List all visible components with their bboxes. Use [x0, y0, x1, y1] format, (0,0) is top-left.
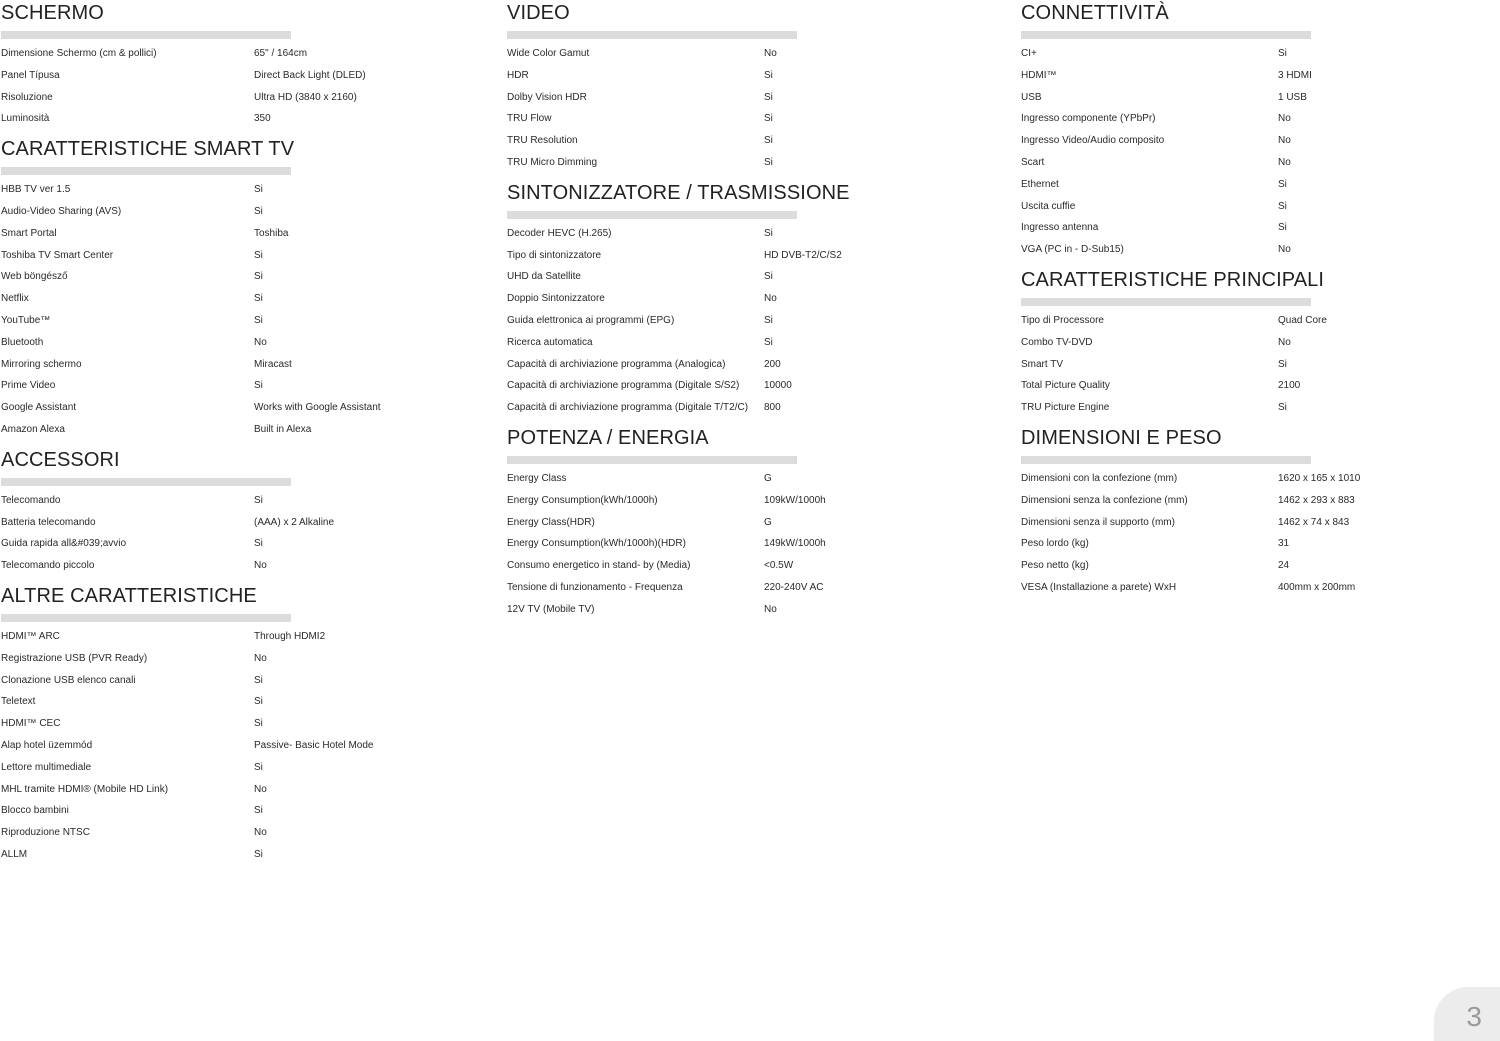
spec-label: Amazon Alexa	[1, 423, 65, 435]
section-title: VIDEO	[507, 2, 570, 24]
spec-label: HDMI™	[1021, 69, 1057, 81]
spec-label: Energy Class	[507, 472, 567, 484]
spec-value: Ultra HD (3840 x 2160)	[254, 91, 357, 103]
spec-label: Audio-Video Sharing (AVS)	[1, 205, 122, 217]
spec-label: YouTube™	[1, 314, 51, 326]
spec-row	[1021, 43, 1496, 65]
spec-value: 10000	[764, 380, 792, 392]
spec-value: 220-240V AC	[764, 581, 824, 593]
spec-label: Mirroring schermo	[1, 358, 82, 370]
spec-row	[507, 599, 1007, 621]
section-title: CARATTERISTICHE PRINCIPALI	[1021, 268, 1325, 291]
spec-value: Si	[254, 380, 263, 392]
spec-column-2	[507, 0, 1007, 627]
spec-row	[1, 108, 491, 130]
spec-row	[1, 375, 491, 397]
spec-value: No	[1278, 336, 1291, 348]
spec-row	[1, 266, 491, 288]
spec-label: TRU Resolution	[507, 135, 578, 147]
spec-value: Si	[254, 761, 263, 773]
spec-value: No	[1278, 244, 1291, 256]
spec-value: Si	[254, 184, 263, 196]
section-title: SCHERMO	[1, 2, 104, 24]
spec-value: (AAA) x 2 Alkaline	[254, 516, 335, 528]
spec-label: Ingresso componente (YPbPr)	[1021, 113, 1156, 125]
spec-value: Si	[254, 674, 263, 686]
spec-value: No	[764, 603, 777, 615]
spec-label: Web böngésző	[1, 271, 68, 283]
spec-value: 1462 x 74 x 843	[1278, 516, 1350, 528]
spec-value: 200	[764, 358, 781, 370]
spec-label: Peso netto (kg)	[1021, 560, 1089, 572]
section-title: DIMENSIONI E PESO	[1021, 426, 1222, 449]
spec-value: Si	[764, 69, 773, 81]
spec-row	[1021, 152, 1496, 174]
spec-row	[1, 179, 491, 201]
spec-row	[1, 419, 491, 441]
spec-label: Guida rapida all&#039;avvio	[1, 538, 127, 550]
spec-row	[1, 822, 491, 844]
section-title: CONNETTIVITÀ	[1021, 2, 1169, 24]
spec-row	[1, 533, 491, 555]
spec-value: 149kW/1000h	[764, 538, 826, 550]
spec-row	[1021, 108, 1496, 130]
spec-value: Built in Alexa	[254, 423, 312, 435]
spec-row	[1, 354, 491, 376]
spec-row	[1, 310, 491, 332]
spec-row	[1, 245, 491, 267]
spec-row	[507, 108, 1007, 130]
section-title: ALTRE CARATTERISTICHE	[1, 584, 257, 607]
spec-row	[1021, 130, 1496, 152]
spec-value: Si	[254, 696, 263, 708]
section-divider-bar	[1021, 456, 1311, 464]
spec-label: Risoluzione	[1, 91, 53, 103]
spec-label: Smart TV	[1021, 358, 1064, 370]
spec-label: Ricerca automatica	[507, 336, 593, 348]
spec-row	[507, 310, 1007, 332]
section-divider-bar	[507, 211, 797, 219]
spec-label: Combo TV-DVD	[1021, 336, 1093, 348]
spec-label: USB	[1021, 91, 1042, 103]
spec-value: Si	[254, 314, 263, 326]
spec-row	[1021, 354, 1496, 376]
spec-row	[1, 223, 491, 245]
spec-value: 1 USB	[1278, 91, 1307, 103]
section-accessori	[1, 447, 491, 577]
spec-value: Si	[254, 271, 263, 283]
spec-row	[1021, 65, 1496, 87]
spec-label: Clonazione USB elenco canali	[1, 674, 136, 686]
spec-label: HBB TV ver 1.5	[1, 184, 71, 196]
spec-value: Si	[1278, 358, 1287, 370]
spec-label: Peso lordo (kg)	[1021, 538, 1089, 550]
spec-label: Batteria telecomando	[1, 516, 96, 528]
spec-label: Dimensioni con la confezione (mm)	[1021, 472, 1178, 484]
spec-value: 400mm x 200mm	[1278, 581, 1356, 593]
spec-label: Blocco bambini	[1, 805, 69, 817]
spec-row	[1, 648, 491, 670]
spec-value: No	[254, 652, 267, 664]
section-divider-bar	[1, 167, 291, 175]
spec-label: Uscita cuffie	[1021, 200, 1076, 212]
spec-label: Bluetooth	[1, 336, 44, 348]
spec-label: Tipo di Processore	[1021, 314, 1104, 326]
spec-value: Si	[764, 227, 773, 239]
spec-row	[1, 332, 491, 354]
spec-value: 800	[764, 402, 781, 414]
spec-row	[1, 626, 491, 648]
spec-row	[1, 844, 491, 866]
section-video	[507, 0, 1007, 174]
spec-row	[1021, 375, 1496, 397]
spec-value: No	[254, 336, 267, 348]
spec-value: 24	[1278, 560, 1290, 572]
spec-label: TRU Flow	[507, 113, 552, 125]
spec-label: Scart	[1021, 156, 1045, 168]
spec-label: Registrazione USB (PVR Ready)	[1, 652, 148, 664]
spec-row	[1, 735, 491, 757]
spec-label: 12V TV (Mobile TV)	[507, 603, 595, 615]
spec-row	[1, 713, 491, 735]
spec-value: Si	[254, 205, 263, 217]
spec-label: Lettore multimediale	[1, 761, 92, 773]
section-schermo	[1, 0, 491, 130]
spec-column-1	[1, 0, 491, 872]
spec-value: Si	[764, 336, 773, 348]
spec-label: Tensione di funzionamento - Frequenza	[507, 581, 683, 593]
spec-label: Dimensioni senza il supporto (mm)	[1021, 516, 1175, 528]
spec-row	[507, 397, 1007, 419]
section-connettivita	[1021, 0, 1496, 261]
spec-label: Telecomando	[1, 494, 61, 506]
spec-value: Miracast	[254, 358, 292, 370]
spec-row	[1, 43, 491, 65]
spec-label: Capacità di archiviazione programma (Analogica)	[507, 358, 726, 370]
spec-label: Capacità di archiviazione programma (Digitale S/S2)	[507, 380, 740, 392]
section-potenza-energia	[507, 425, 1007, 621]
spec-label: TRU Picture Engine	[1021, 402, 1110, 414]
spec-label: Energy Consumption(kWh/1000h)	[507, 494, 658, 506]
spec-label: Alap hotel üzemmód	[1, 739, 93, 751]
spec-row	[507, 332, 1007, 354]
spec-label: Prime Video	[1, 380, 56, 392]
spec-label: Panel Típusa	[1, 69, 60, 81]
spec-label: MHL tramite HDMI® (Mobile HD Link)	[1, 783, 169, 795]
spec-row	[1021, 490, 1496, 512]
spec-label: Energy Consumption(kWh/1000h)(HDR)	[507, 538, 686, 550]
spec-label: Dolby Vision HDR	[507, 91, 587, 103]
spec-value: No	[1278, 156, 1291, 168]
spec-value: No	[254, 560, 267, 572]
spec-row	[1, 397, 491, 419]
section-caratteristiche-principali	[1021, 267, 1496, 419]
spec-row	[1021, 332, 1496, 354]
spec-row	[1021, 217, 1496, 239]
spec-value: Si	[254, 494, 263, 506]
spec-label: HDR	[507, 69, 529, 81]
spec-row	[507, 87, 1007, 109]
spec-row	[1, 757, 491, 779]
spec-row	[1, 490, 491, 512]
spec-row	[507, 65, 1007, 87]
spec-row	[1, 555, 491, 577]
spec-value: No	[764, 48, 777, 59]
spec-value: Si	[764, 271, 773, 283]
spec-column-3	[1021, 0, 1496, 605]
page-number: 3	[1466, 1001, 1482, 1032]
spec-label: Energy Class(HDR)	[507, 516, 595, 528]
spec-label: Google Assistant	[1, 402, 77, 414]
spec-row	[507, 152, 1007, 174]
spec-value: HD DVB-T2/C/S2	[764, 249, 842, 261]
spec-value: Si	[1278, 48, 1287, 59]
spec-row	[507, 245, 1007, 267]
section-title: ACCESSORI	[1, 448, 120, 471]
section-sintonizzatore-trasmissione	[507, 180, 1007, 419]
spec-label: Tipo di sintonizzatore	[507, 249, 602, 261]
spec-value: Si	[254, 848, 263, 860]
spec-value: Si	[254, 805, 263, 817]
spec-row	[1021, 239, 1496, 261]
spec-value: No	[254, 783, 267, 795]
spec-label: HDMI™ ARC	[1, 630, 60, 642]
spec-value: No	[1278, 113, 1291, 125]
spec-value: 1620 x 165 x 1010	[1278, 472, 1361, 484]
spec-value: Si	[1278, 200, 1287, 212]
spec-value: Si	[764, 135, 773, 147]
spec-row	[1021, 512, 1496, 534]
spec-row	[507, 555, 1007, 577]
spec-row	[507, 490, 1007, 512]
section-divider-bar	[1021, 298, 1311, 306]
spec-label: Decoder HEVC (H.265)	[507, 227, 612, 239]
spec-label: Ethernet	[1021, 178, 1059, 190]
spec-row	[1, 691, 491, 713]
spec-label: ALLM	[1, 848, 28, 860]
spec-label: Teletext	[1, 696, 36, 708]
spec-row	[507, 288, 1007, 310]
spec-row	[1, 87, 491, 109]
spec-row	[1021, 533, 1496, 555]
spec-row	[507, 43, 1007, 65]
spec-row	[1021, 397, 1496, 419]
spec-value: 1462 x 293 x 883	[1278, 494, 1355, 506]
spec-label: Capacità di archiviazione programma (Digitale T/T2/C)	[507, 402, 749, 414]
spec-row	[1021, 174, 1496, 196]
spec-value: Works with Google Assistant	[254, 402, 381, 414]
section-title: POTENZA / ENERGIA	[507, 426, 709, 449]
spec-row	[507, 577, 1007, 599]
spec-value: 3 HDMI	[1278, 69, 1312, 81]
spec-label: CI+	[1021, 48, 1037, 59]
spec-label: UHD da Satellite	[507, 271, 581, 283]
spec-value: Si	[254, 293, 263, 305]
spec-label: Guida elettronica ai programmi (EPG)	[507, 314, 675, 326]
spec-row	[1, 512, 491, 534]
section-title: SINTONIZZATORE / TRASMISSIONE	[507, 181, 850, 204]
spec-label: Toshiba TV Smart Center	[1, 249, 114, 261]
spec-row	[507, 375, 1007, 397]
spec-value: G	[764, 472, 772, 484]
spec-value: Toshiba	[254, 227, 289, 239]
spec-row	[507, 223, 1007, 245]
spec-label: HDMI™ CEC	[1, 718, 61, 730]
spec-value: Passive- Basic Hotel Mode	[254, 739, 374, 751]
spec-value: Si	[254, 718, 263, 730]
section-divider-bar	[1, 614, 291, 622]
spec-row	[507, 354, 1007, 376]
spec-value: <0.5W	[764, 560, 794, 572]
spec-row	[1, 288, 491, 310]
spec-row	[507, 266, 1007, 288]
spec-value: 109kW/1000h	[764, 494, 826, 506]
spec-label: Dimensioni senza la confezione (mm)	[1021, 494, 1188, 506]
spec-label: TRU Micro Dimming	[507, 156, 597, 168]
spec-value: Si	[764, 113, 773, 125]
spec-row	[507, 533, 1007, 555]
section-divider-bar	[1, 478, 291, 486]
spec-value: 65" / 164cm	[254, 48, 308, 59]
section-title: CARATTERISTICHE SMART TV	[1, 138, 295, 161]
spec-row	[1021, 196, 1496, 218]
section-divider-bar	[1, 31, 291, 39]
spec-value: 350	[254, 113, 271, 125]
spec-label: Doppio Sintonizzatore	[507, 293, 605, 305]
spec-value: No	[764, 293, 777, 305]
spec-value: Si	[1278, 178, 1287, 190]
spec-label: Wide Color Gamut	[507, 48, 590, 59]
spec-row	[507, 468, 1007, 490]
spec-label: VGA (PC in - D-Sub15)	[1021, 244, 1124, 256]
spec-row	[1, 670, 491, 692]
spec-label: Ingresso Video/Audio composito	[1021, 135, 1165, 147]
spec-value: Si	[764, 91, 773, 103]
section-altre-caratteristiche	[1, 583, 491, 866]
spec-label: VESA (Installazione a parete) WxH	[1021, 581, 1177, 593]
spec-row	[1021, 310, 1496, 332]
spec-value: Si	[764, 314, 773, 326]
spec-value: Si	[1278, 402, 1287, 414]
section-divider-bar	[507, 31, 797, 39]
section-dimensioni-e-peso	[1021, 425, 1496, 599]
spec-row	[1, 65, 491, 87]
spec-row	[1, 201, 491, 223]
spec-label: Smart Portal	[1, 227, 57, 239]
spec-value: Quad Core	[1278, 314, 1327, 326]
section-divider-bar	[1021, 31, 1311, 39]
spec-value: Direct Back Light (DLED)	[254, 69, 366, 81]
spec-label: Luminosità	[1, 113, 50, 125]
spec-value: No	[254, 827, 267, 839]
spec-value: 2100	[1278, 380, 1301, 392]
spec-label: Consumo energetico in stand- by (Media)	[507, 560, 691, 572]
spec-row	[1021, 87, 1496, 109]
section-caratteristiche-smart-tv	[1, 136, 491, 441]
spec-value: Si	[254, 538, 263, 550]
spec-row	[507, 512, 1007, 534]
spec-value: G	[764, 516, 772, 528]
spec-row	[507, 130, 1007, 152]
spec-label: Total Picture Quality	[1021, 380, 1110, 392]
spec-label: Dimensione Schermo (cm & pollici)	[1, 48, 157, 59]
section-divider-bar	[507, 456, 797, 464]
spec-row	[1, 779, 491, 801]
spec-value: 31	[1278, 538, 1290, 550]
spec-value: No	[1278, 135, 1291, 147]
spec-row	[1, 800, 491, 822]
spec-row	[1021, 577, 1496, 599]
spec-label: Ingresso antenna	[1021, 222, 1099, 234]
spec-value: Si	[1278, 222, 1287, 234]
spec-row	[1021, 468, 1496, 490]
spec-label: Netflix	[1, 293, 29, 305]
spec-value: Si	[254, 249, 263, 261]
spec-value: Si	[764, 156, 773, 168]
spec-row	[1021, 555, 1496, 577]
spec-label: Riproduzione NTSC	[1, 827, 90, 839]
spec-value: Through HDMI2	[254, 630, 326, 642]
spec-label: Telecomando piccolo	[1, 560, 95, 572]
